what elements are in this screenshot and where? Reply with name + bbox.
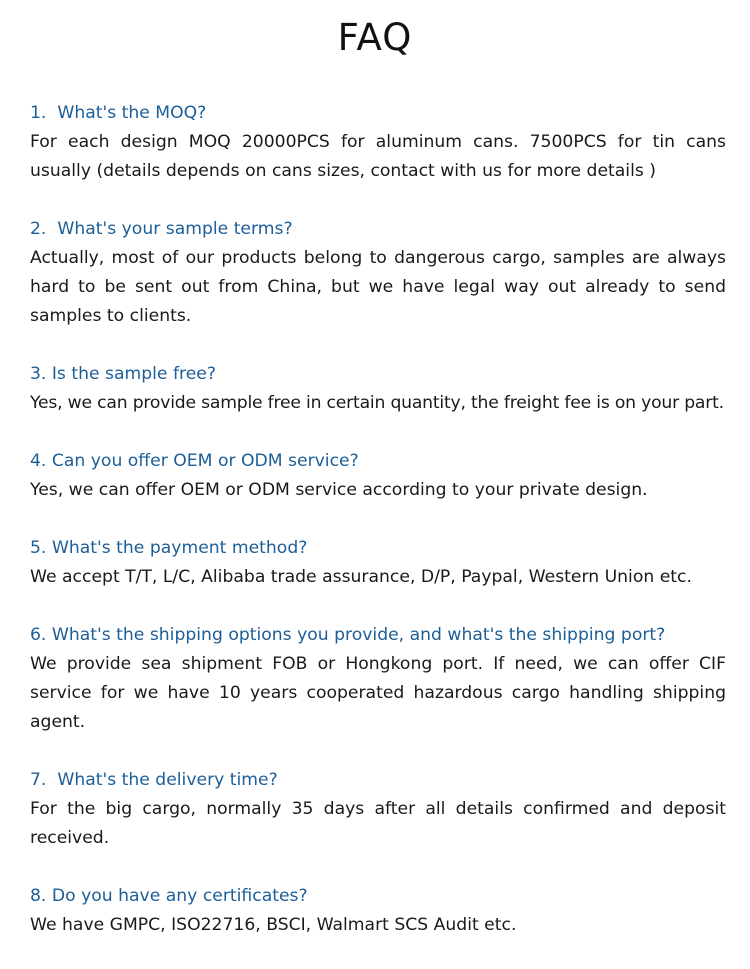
- faq-list: [30, 99, 726, 969]
- faq-question: 5. What's the payment method?: [30, 538, 308, 558]
- faq-item-sample-free: [30, 360, 726, 418]
- faq-question: 3. Is the sample free?: [30, 364, 216, 384]
- faq-question: 8. Do you have any certificates?: [30, 886, 308, 906]
- faq-answer: We provide sea shipment FOB or Hongkong port. If need, we can offer CIF service for we have 10 years cooperated hazardous cargo handling shipping agent.: [30, 654, 726, 732]
- faq-item-oem-odm: [30, 447, 726, 505]
- faq-answer: Yes, we can provide sample free in certain quantity, the freight fee is on your part.: [30, 393, 724, 413]
- faq-answer: We accept T/T, L/C, Alibaba trade assurance, D/P, Paypal, Western Union etc.: [30, 567, 692, 587]
- page-title: FAQ: [337, 16, 413, 59]
- faq-answer: For each design MOQ 20000PCS for aluminum cans. 7500PCS for tin cans usually (details depends on cans sizes, contact with us for more details ): [30, 132, 726, 181]
- faq-answer: Yes, we can offer OEM or ODM service according to your private design.: [30, 480, 648, 500]
- faq-item-moq: [30, 99, 726, 186]
- faq-item-shipping: [30, 621, 726, 737]
- faq-question: 6. What's the shipping options you provide, and what's the shipping port?: [30, 625, 666, 645]
- faq-question: 4. Can you offer OEM or ODM service?: [30, 451, 359, 471]
- faq-question: 2. What's your sample terms?: [30, 219, 293, 239]
- faq-item-payment: [30, 534, 726, 592]
- faq-question: 1. What's the MOQ?: [30, 103, 207, 123]
- faq-answer: For the big cargo, normally 35 days after all details confirmed and deposit received.: [30, 799, 726, 848]
- faq-answer: Actually, most of our products belong to dangerous cargo, samples are always hard to be sent out from China, but we have legal way out already to send samples to clients.: [30, 248, 726, 326]
- faq-item-certificates: [30, 882, 726, 940]
- faq-item-delivery: [30, 766, 726, 853]
- faq-item-sample-terms: [30, 215, 726, 331]
- faq-answer: We have GMPC, ISO22716, BSCI, Walmart SCS Audit etc.: [30, 915, 517, 935]
- faq-question: 7. What's the delivery time?: [30, 770, 278, 790]
